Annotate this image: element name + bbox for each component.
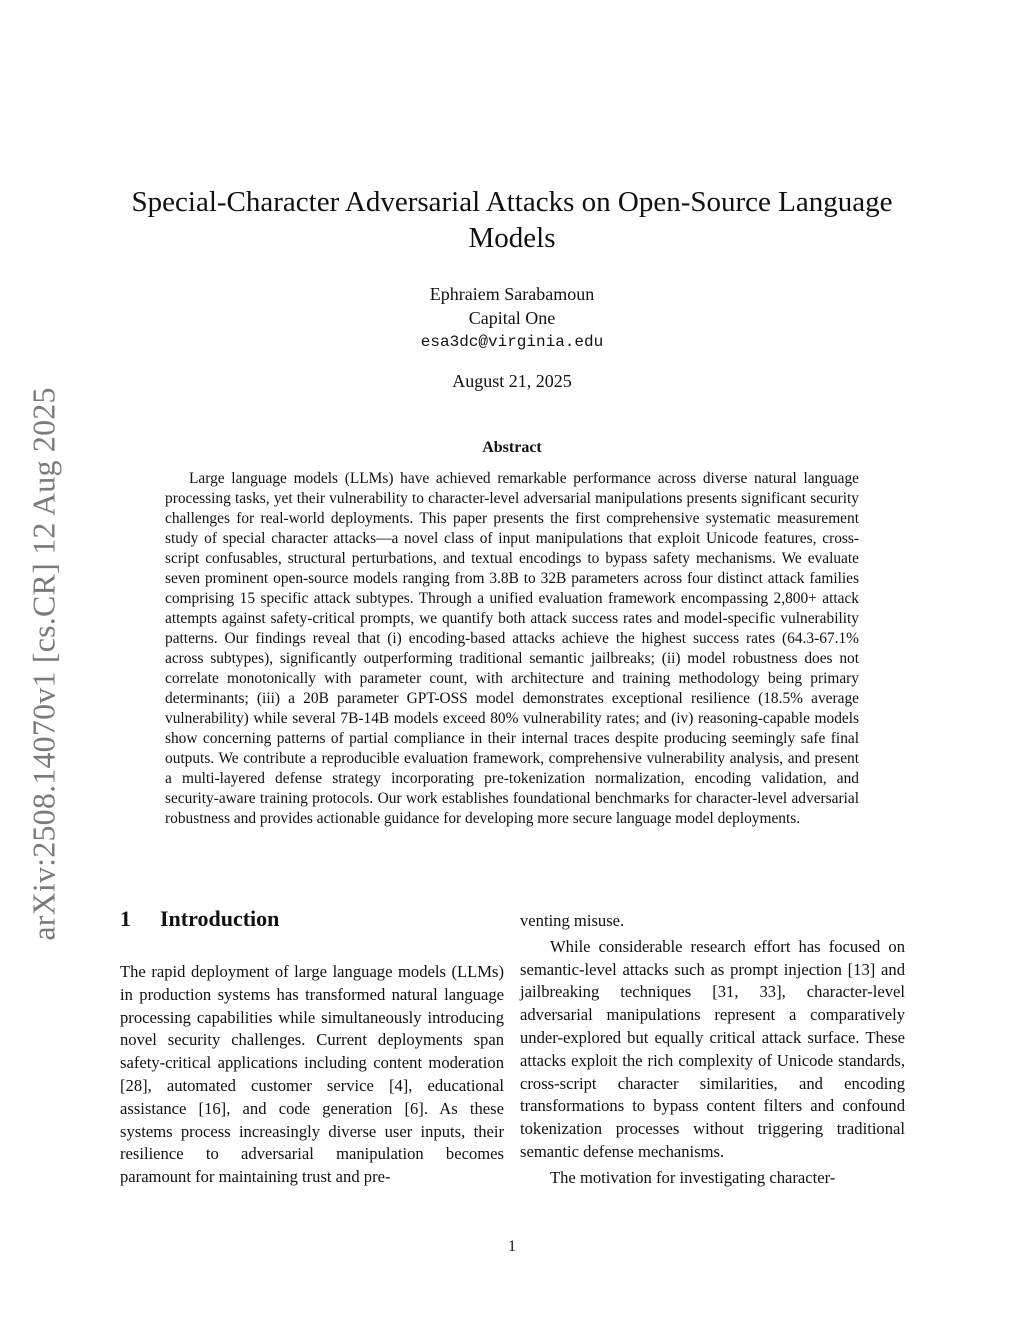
author-name: Ephraiem Sarabamoun <box>429 284 595 304</box>
intro-paragraph-1-continuation: venting misuse. <box>520 911 625 930</box>
section-number: 1 <box>120 906 131 931</box>
paper-date: August 21, 2025 <box>452 371 572 391</box>
arxiv-identifier-stamp[interactable]: arXiv:2508.14070v1 [cs.CR] 12 Aug 2025 <box>25 387 62 941</box>
abstract-heading: Abstract <box>482 439 542 456</box>
intro-paragraph-3-start: The motivation for investigating character- <box>550 1167 836 1187</box>
paper-title: Special-Character Adversarial Attacks on Open-Source Language Models <box>131 186 893 254</box>
section-heading <box>120 905 500 933</box>
author-block <box>312 282 712 354</box>
right-column <box>520 910 905 1190</box>
intro-paragraph-1: The rapid deployment of large language models (LLMs) in production systems has transformed natural language processing capabilities while simultaneously introducing novel security challenges. Current deployments span safety-critical applications including content moderation [28], automated customer service [4], educational assistance [16], and code generation [6]. As these systems process increasingly diverse user inputs, their resilience to adversarial manipulation becomes paramount for maintaining trust and pre- <box>120 962 504 1187</box>
left-column <box>120 961 504 1189</box>
section-title: Introduction <box>160 906 280 931</box>
author-affiliation: Capital One <box>468 308 556 328</box>
page-number: 1 <box>508 1238 516 1255</box>
abstract-text: Large language models (LLMs) have achieved remarkable performance across diverse natural language processing tasks, yet their vulnerability to character-level adversarial manipulations presents significant security challenges for real-world deployments. This paper presents the first comprehensive systematic measurement study of special character attacks—a novel class of input manipulations that exploit Unicode features, cross-script confusables, structural perturbations, and textual encodings to bypass safety mechanisms. We evaluate seven prominent open-source models ranging from 3.8B to 32B parameters across four distinct attack families comprising 15 specific attack subtypes. Through a unified evaluation framework encompassing 2,800+ attack attempts against safety-critical prompts, we quantify both attack success rates and model-specific vulnerability patterns. Our findings reveal that (i) encoding-based attacks achieve the highest success rates (64.3-67.1% across subtypes), significantly outperforming traditional semantic jailbreaks; (ii) model robustness does not correlate monotonically with parameter count, with architecture and training methodology being primary determinants; (iii) a 20B parameter GPT-OSS model demonstrates exceptional resilience (18.5% average vulnerability) while several 7B-14B models exceed 80% vulnerability rates; and (iv) reasoning-capable models show concerning patterns of partial compliance in their internal traces despite producing seemingly safe final outputs. We contribute a reproducible evaluation framework, comprehensive vulnerability analysis, and present a multi-layered defense strategy incorporating pre-tokenization normalization, encoding validation, and security-aware training protocols. Our work establishes foundational benchmarks for character-level adversarial robustness and provides actionable guidance for developing more secure language model deployments. <box>165 470 859 827</box>
author-email[interactable]: esa3dc@virginia.edu <box>420 333 604 351</box>
intro-paragraph-2: While considerable research effort has focused on semantic-level attacks such as prompt injection [13] and jailbreaking techniques [31, 33], character-level adversarial manipulations represent a comparatively under-explored but equally critical attack surface. These attacks exploit the rich complexity of Unicode standards, cross-script character similarities, and encoding transformations to bypass content filters and confound tokenization processes without triggering traditional semantic defense mechanisms. <box>520 936 905 1161</box>
